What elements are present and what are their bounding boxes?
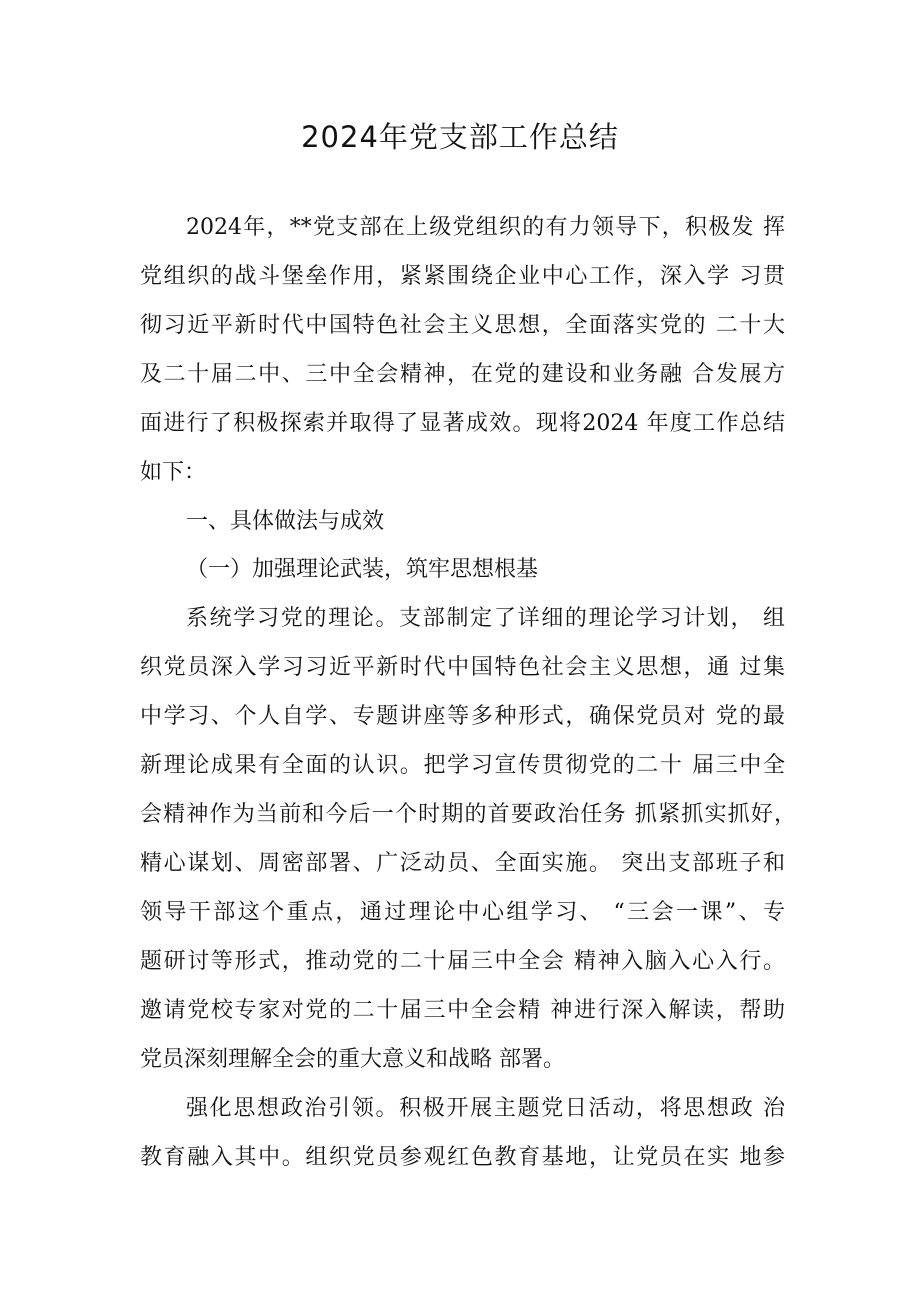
subsection-heading: （一）加强理论武装，筑牢思想根基 — [186, 557, 539, 582]
paragraph-line: 题研讨等形式，推动党的二十届三中全会 精神入脑入心入行。 — [140, 949, 785, 974]
paragraph-line: 2024年，**党支部在上级党组织的有力领导下，积极发 挥 — [186, 215, 785, 240]
paragraph-line: 如下： — [140, 460, 207, 485]
paragraph-line: 领导干部这个重点，通过理论中心组学习、 “三会一课”、专 — [140, 900, 785, 925]
paragraph-line: 会精神作为当前和今后一个时期的首要政治任务 抓紧抓实抓好， — [140, 802, 796, 827]
section-heading: 一、具体做法与成效 — [186, 509, 385, 534]
paragraph-line: 教育融入其中。组织党员参观红色教育基地，让党员在实 地参 — [140, 1145, 785, 1170]
paragraph-line: 及二十届二中、三中全会精神，在党的建设和业务融 合发展方 — [140, 362, 785, 387]
paragraph-line: 党员深刻理解全会的重大意义和战略 部署。 — [140, 1047, 565, 1072]
document-title: 2024年党支部工作总结 — [301, 120, 619, 154]
paragraph-line: 邀请党校专家对党的二十届三中全会精 神进行深入解读，帮助 — [140, 998, 785, 1023]
paragraph-line: 党组织的战斗堡垒作用，紧紧围绕企业中心工作，深入学 习贯 — [140, 264, 785, 289]
paragraph-line: 中学习、个人自学、专题讲座等多种形式，确保党员对 党的最 — [140, 704, 785, 729]
paragraph-line: 彻习近平新时代中国特色社会主义思想，全面落实党的 二十大 — [140, 313, 785, 338]
paragraph-line: 面进行了积极探索并取得了显著成效。现将2024 年度工作总结 — [140, 411, 785, 436]
paragraph-line: 强化思想政治引领。积极开展主题党日活动，将思想政 治 — [186, 1096, 785, 1121]
paragraph-line: 系统学习党的理论。支部制定了详细的理论学习计划， 组 — [186, 606, 785, 631]
paragraph-line: 精心谋划、周密部署、广泛动员、全面实施。 突出支部班子和 — [140, 851, 785, 876]
paragraph-line: 新理论成果有全面的认识。把学习宣传贯彻党的二十 届三中全 — [140, 753, 785, 778]
paragraph-line: 织党员深入学习习近平新时代中国特色社会主义思想，通 过集 — [140, 655, 785, 680]
